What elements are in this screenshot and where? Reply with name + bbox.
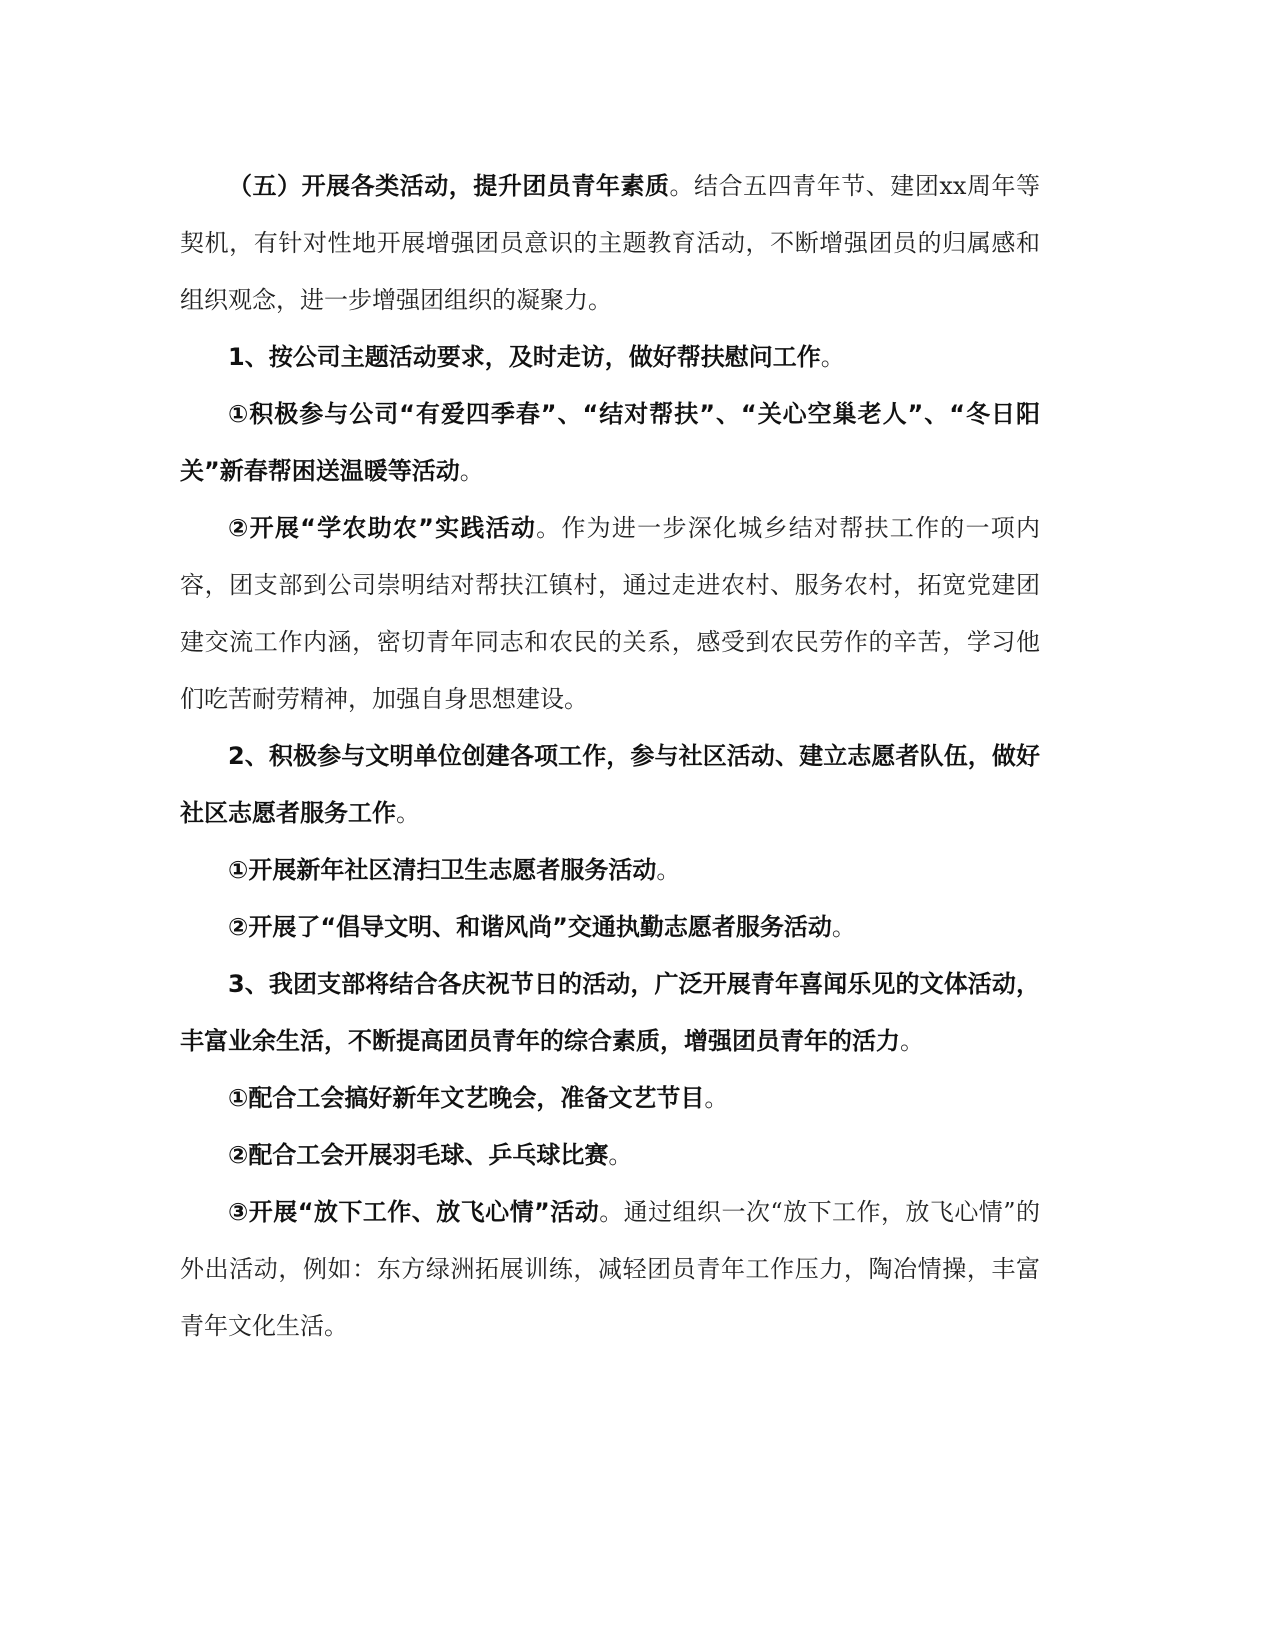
paragraph-body: 。	[820, 343, 845, 371]
paragraph-item-1-1	[180, 386, 1040, 500]
paragraph-body: 。	[704, 1084, 729, 1112]
paragraph-heading: 3、我团支部将结合各庆祝节日的活动，广泛开展青年喜闻乐见的文体活动，丰富业余生活，不断提高团员青年的综合素质，增强团员青年的活力	[180, 970, 1040, 1055]
paragraph-body: 。	[459, 457, 484, 485]
paragraph-item-2	[180, 728, 1040, 842]
paragraph-item-3-3	[180, 1184, 1040, 1355]
document-page	[180, 158, 1040, 1355]
paragraph-item-2-1	[180, 842, 1040, 899]
paragraph-body: 。	[900, 1027, 924, 1055]
paragraph-heading: ①积极参与公司“有爱四季春”、“结对帮扶”、“关心空巢老人”、“冬日阳关”新春帮困送温暖等活动	[180, 400, 1040, 485]
paragraph-body: 。结合五四青年节、建团xx周年等契机，有针对性地开展增强团员意识的主题教育活动，不断增强团员的归属感和组织观念，进一步增强团组织的凝聚力。	[180, 172, 1041, 314]
paragraph-item-3	[180, 956, 1040, 1070]
paragraph-body: 。	[656, 856, 681, 884]
paragraph-heading: ③开展“放下工作、放飞心情”活动	[228, 1198, 600, 1226]
paragraph-section-five	[180, 158, 1040, 329]
paragraph-item-3-2	[180, 1127, 1040, 1184]
paragraph-heading: ②开展了“倡导文明、和谐风尚”交通执勤志愿者服务活动	[228, 913, 832, 941]
paragraph-heading: ①配合工会搞好新年文艺晚会，准备文艺节目	[228, 1084, 705, 1112]
paragraph-heading: ②开展“学农助农”实践活动	[228, 514, 537, 542]
paragraph-heading: 1、按公司主题活动要求，及时走访，做好帮扶慰问工作	[228, 343, 821, 371]
paragraph-heading: 2、积极参与文明单位创建各项工作，参与社区活动、建立志愿者队伍，做好社区志愿者服务工作	[180, 742, 1040, 827]
paragraph-heading: ①开展新年社区清扫卫生志愿者服务活动	[228, 856, 657, 884]
paragraph-heading: （五）开展各类活动，提升团员青年素质	[228, 172, 670, 200]
paragraph-body: 。	[396, 799, 420, 827]
paragraph-body: 。作为进一步深化城乡结对帮扶工作的一项内容，团支部到公司崇明结对帮扶江镇村，通过走进农村、服务农村，拓宽党建团建交流工作内涵，密切青年同志和农民的关系，感受到农民劳作的辛苦，学习他们吃苦耐劳精神，加强自身思想建设。	[180, 514, 1040, 713]
paragraph-item-3-1	[180, 1070, 1040, 1127]
paragraph-heading: ②配合工会开展羽毛球、乒乓球比赛	[228, 1141, 609, 1169]
paragraph-item-2-2	[180, 899, 1040, 956]
paragraph-item-1-2	[180, 500, 1040, 728]
paragraph-body: 。	[608, 1141, 633, 1169]
paragraph-item-1	[180, 329, 1040, 386]
paragraph-body: 。通过组织一次“放下工作，放飞心情”的外出活动，例如：东方绿洲拓展训练，减轻团员青年工作压力，陶冶情操，丰富青年文化生活。	[180, 1198, 1040, 1340]
paragraph-body: 。	[831, 913, 856, 941]
